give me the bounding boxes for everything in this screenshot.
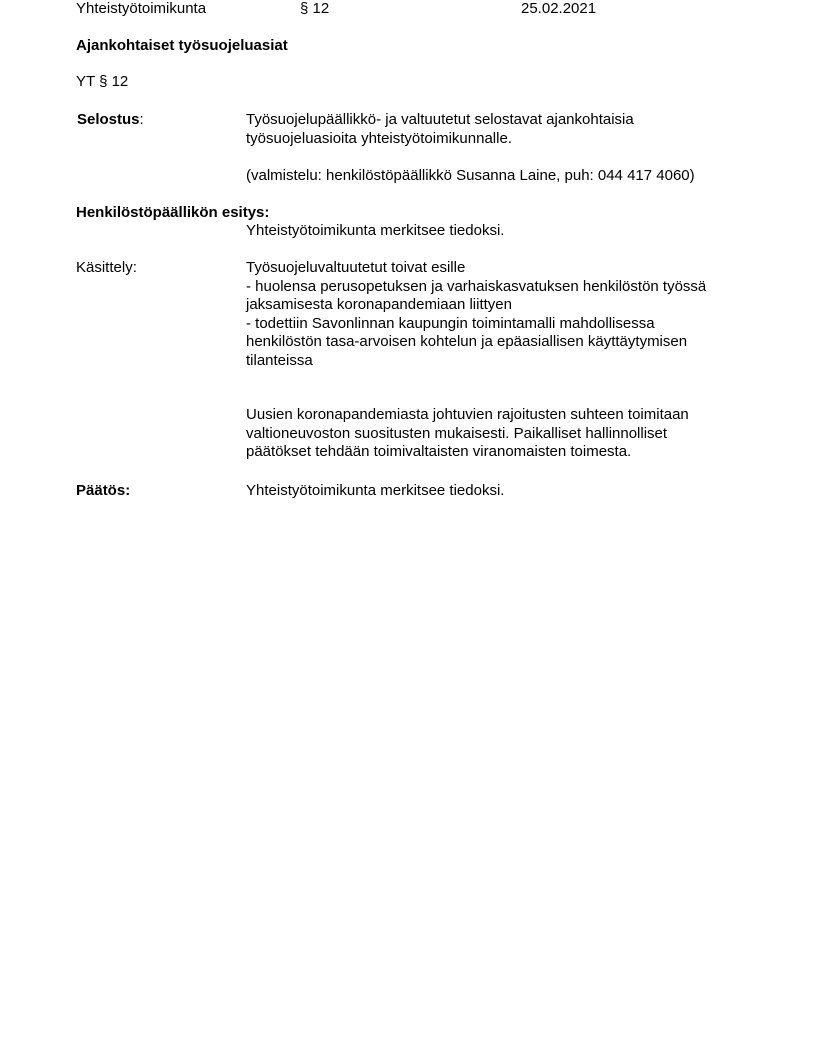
header-body-name: Yhteistyötoimikunta <box>76 0 207 17</box>
handling-line: Uusien koronapandemiasta johtuvien rajoitusten suhteen toimitaan <box>246 406 689 423</box>
handling-line: tilanteissa <box>246 351 313 369</box>
handling-line: valtioneuvoston suositusten mukaisesti. Paikalliset hallinnolliset <box>246 424 668 442</box>
selostus-line: työsuojeluasioita yhteistyötoimikunnalle. <box>246 129 512 147</box>
selostus-label-text: Selostus <box>77 111 140 128</box>
handling-text <box>246 259 746 370</box>
proposal-text: Yhteistyötoimikunta merkitsee tiedoksi. <box>246 222 505 239</box>
header-section: § 12 <box>300 0 330 17</box>
handling-line: Työsuojeluvaltuutetut toivat esille <box>246 259 466 276</box>
selostus-text <box>246 111 746 148</box>
handling-line: jaksamisesta koronapandemiaan liittyen <box>246 296 512 313</box>
decision-text: Yhteistyötoimikunta merkitsee tiedoksi. <box>246 482 505 499</box>
handling-line: henkilöstön tasa-arvoisen kohtelun ja epäasiallisen käyttäytymisen <box>246 333 688 350</box>
selostus-label-colon: : <box>139 111 144 128</box>
proposal-label: Henkilöstöpäällikön esitys: <box>76 204 270 221</box>
handling-line: päätökset tehdään toimivaltaisten viranomaisten toimesta. <box>246 443 632 460</box>
handling-line: - todettiin Savonlinnan kaupungin toimintamalli mahdollisessa <box>246 314 655 332</box>
selostus-label <box>77 111 144 130</box>
decision-label: Päätös: <box>76 482 131 499</box>
header-date: 25.02.2021 <box>521 0 597 17</box>
selostus-line: Työsuojelupäällikkö- ja valtuutetut selostavat ajankohtaisia <box>246 111 634 128</box>
handling-line: - huolensa perusopetuksen ja varhaiskasvatuksen henkilöstön työssä <box>246 277 707 295</box>
document-title: Ajankohtaiset työsuojeluasiat <box>76 37 288 54</box>
reference-number: YT § 12 <box>76 73 129 90</box>
handling-text-restrictions <box>246 406 746 462</box>
handling-label: Käsittely: <box>76 259 137 276</box>
preparer-note: (valmistelu: henkilöstöpäällikkö Susanna Laine, puh: 044 417 4060) <box>246 167 695 184</box>
